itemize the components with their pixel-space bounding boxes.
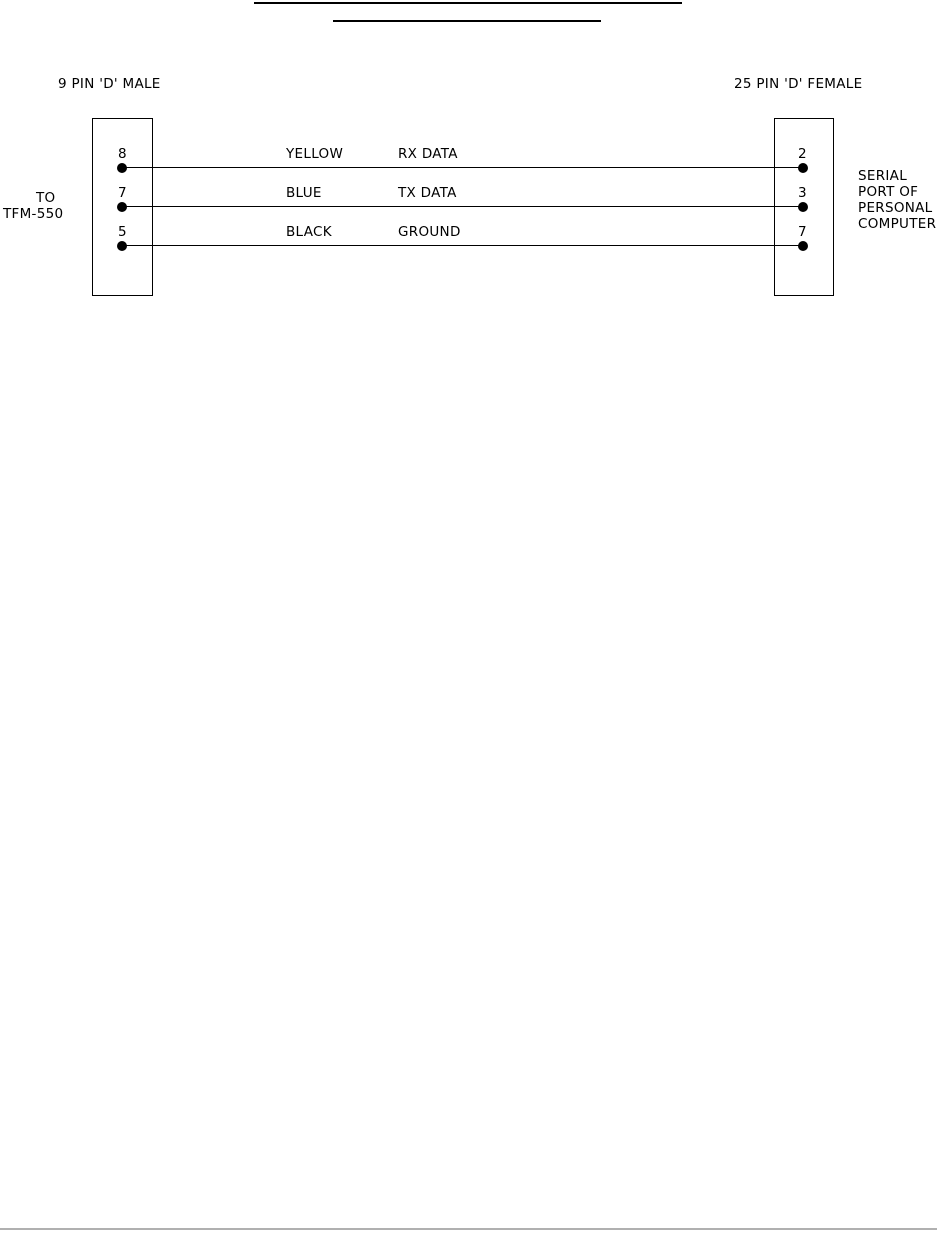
wire-line <box>122 245 803 246</box>
wire-color-label: BLUE <box>286 185 322 201</box>
right-device-line-2: PORT OF <box>858 184 919 200</box>
wire-line <box>122 167 803 168</box>
left-pin-dot <box>117 241 127 251</box>
right-connector-label: 25 PIN 'D' FEMALE <box>734 76 863 92</box>
right-pin-dot <box>798 241 808 251</box>
right-pin-number: 2 <box>798 146 807 162</box>
wire-color-label: BLACK <box>286 224 332 240</box>
right-pin-dot <box>798 202 808 212</box>
left-pin-dot <box>117 202 127 212</box>
left-device-line-2: TFM-550 <box>3 206 64 222</box>
wire-line <box>122 206 803 207</box>
title-underline-top <box>254 2 682 4</box>
left-pin-number: 8 <box>118 146 127 162</box>
signal-label: TX DATA <box>398 185 457 201</box>
left-pin-number: 7 <box>118 185 127 201</box>
right-device-line-1: SERIAL <box>858 168 908 184</box>
left-pin-dot <box>117 163 127 173</box>
left-connector-label: 9 PIN 'D' MALE <box>58 76 161 92</box>
page-footer-divider <box>0 1228 937 1230</box>
right-device-line-4: COMPUTER <box>858 216 937 232</box>
right-pin-number: 7 <box>798 224 807 240</box>
title-underline-bottom <box>333 20 601 22</box>
right-pin-number: 3 <box>798 185 807 201</box>
left-pin-number: 5 <box>118 224 127 240</box>
wire-color-label: YELLOW <box>286 146 344 162</box>
signal-label: GROUND <box>398 224 461 240</box>
right-pin-dot <box>798 163 808 173</box>
left-device-line-1: TO <box>36 190 56 206</box>
signal-label: RX DATA <box>398 146 458 162</box>
right-device-line-3: PERSONAL <box>858 200 933 216</box>
